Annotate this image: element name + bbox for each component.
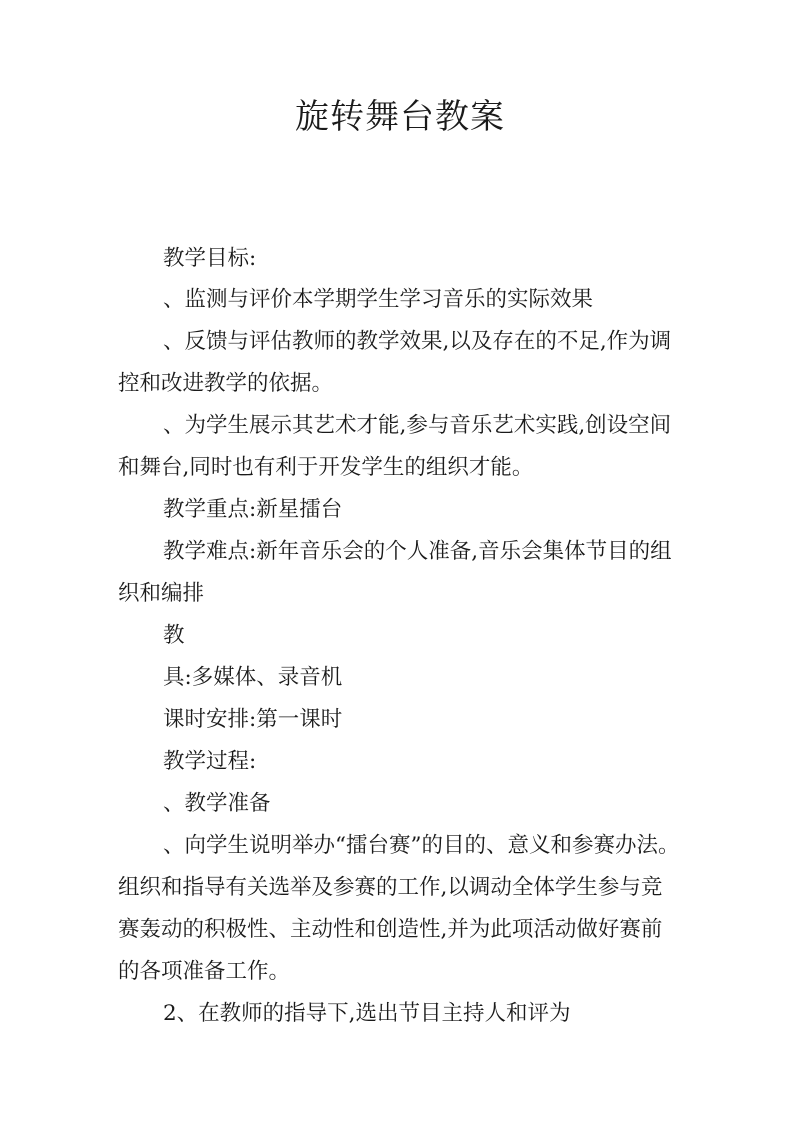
paragraph-line: 课时安排:第一课时	[163, 707, 343, 732]
paragraph-line: 赛轰动的积极性、主动性和创造性,并为此项活动做好赛前	[118, 917, 663, 942]
paragraph-line: 组织和指导有关选举及参赛的工作,以调动全体学生参与竞	[118, 875, 663, 900]
paragraph-line: 、教学准备	[163, 791, 271, 816]
paragraph-line: 、监测与评价本学期学生学习音乐的实际效果	[163, 287, 594, 312]
paragraph-line: 、反馈与评估教师的教学效果,以及存在的不足,作为调	[163, 329, 672, 354]
paragraph-line: 和舞台,同时也有利于开发学生的组织才能。	[118, 455, 534, 480]
paragraph-line: 织和编排	[118, 581, 205, 606]
paragraph-line: 、为学生展示其艺术才能,参与音乐艺术实践,创设空间	[163, 413, 672, 438]
paragraph-line: 教学重点:新星擂台	[163, 497, 343, 522]
paragraph-line: 教学目标:	[163, 246, 257, 271]
paragraph-line: 控和改进教学的依据。	[118, 371, 334, 396]
paragraph-line: 、向学生说明举办“擂台赛”的目的、意义和参赛办法。	[163, 833, 680, 858]
paragraph-line: 具:多媒体、录音机	[163, 665, 343, 690]
paragraph-line: 2、在教师的指导下,选出节目主持人和评为	[163, 1001, 571, 1026]
paragraph-line: 教学难点:新年音乐会的个人准备,音乐会集体节目的组	[163, 539, 672, 564]
paragraph-line: 教	[163, 623, 185, 648]
document-title: 旋转舞台教案	[295, 97, 505, 137]
paragraph-line: 教学过程:	[163, 749, 257, 774]
paragraph-line: 的各项准备工作。	[118, 959, 291, 984]
